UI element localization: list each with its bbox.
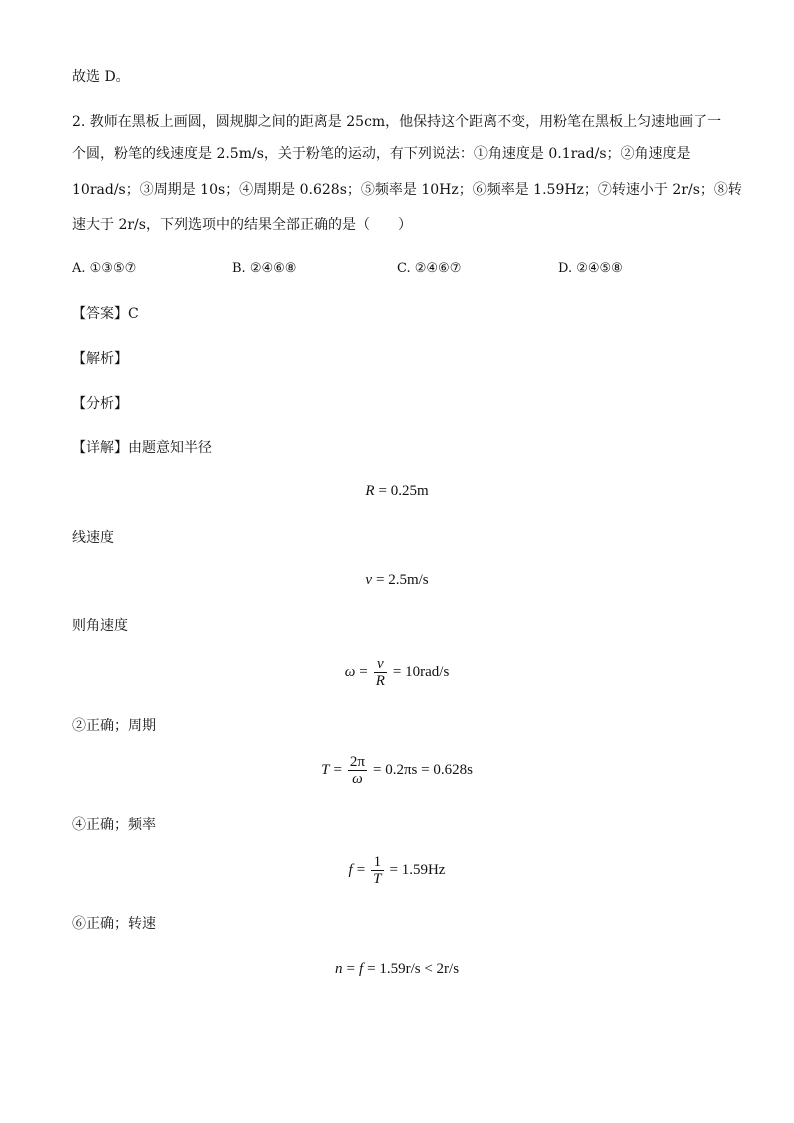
eq2-lhs: v	[365, 572, 373, 588]
equation-angular	[0, 656, 794, 689]
eq3-denominator: R	[375, 673, 385, 689]
eq4-rhs: = 0.2πs = 0.628s	[372, 762, 473, 778]
option-a: A. ①③⑤⑦	[72, 261, 137, 276]
equation-period	[0, 754, 794, 787]
eq6-rhs: = 1.59r/s < 2r/s	[367, 961, 460, 977]
answer-text: 【答案】C	[72, 306, 139, 322]
eq1-rhs: = 0.25m	[378, 483, 429, 499]
eq5-equals: =	[356, 862, 366, 878]
rotation-speed-label: ⑥正确；转速	[72, 916, 156, 932]
eq5-numerator: 1	[373, 854, 382, 870]
eq3-fraction	[374, 656, 387, 689]
question-line-3: 10rad/s；③周期是 10s；④周期是 0.628s；⑤频率是 10Hz；⑥频率是 1.59Hz；⑦转速小于 2r/s；⑧转	[72, 182, 742, 198]
eq1-lhs: R	[365, 483, 375, 499]
equation-radius	[0, 483, 794, 500]
eq3-lhs: ω	[344, 664, 356, 680]
eq3-equals: =	[359, 664, 368, 680]
eq4-fraction	[348, 754, 367, 787]
period-label: ②正确；周期	[72, 718, 156, 734]
eq4-lhs: T	[321, 762, 330, 778]
eq4-numerator: 2π	[349, 754, 365, 770]
eq5-lhs: f	[348, 862, 353, 878]
eq5-fraction	[371, 854, 383, 887]
question-line-1: 2. 教师在黑板上画圆，圆规脚之间的距离是 25cm，他保持这个距离不变，用粉笔在黑板上匀速地画了一	[72, 114, 722, 130]
eq6-lhs: n	[334, 961, 343, 977]
eq5-denominator: T	[373, 871, 382, 887]
eq3-rhs: = 10rad/s	[392, 664, 450, 680]
linear-velocity-label: 线速度	[72, 530, 114, 546]
eq4-denominator: ω	[352, 771, 363, 787]
option-d: D. ②④⑤⑧	[558, 261, 623, 276]
angular-velocity-label: 则角速度	[72, 618, 128, 634]
eq6-var: f	[358, 961, 364, 977]
eq6-equals: =	[346, 961, 355, 977]
equation-velocity	[0, 572, 794, 589]
question-line-4: 速大于 2r/s，下列选项中的结果全部正确的是（ ）	[72, 217, 412, 233]
option-b: B. ②④⑥⑧	[232, 261, 297, 276]
analysis-heading: 【解析】	[72, 351, 128, 367]
fenxi-heading: 【分析】	[72, 396, 128, 412]
equation-frequency	[0, 854, 794, 887]
eq3-numerator: v	[377, 656, 384, 672]
conclusion-text: 故选 D。	[72, 69, 130, 85]
eq2-rhs: = 2.5m/s	[376, 572, 429, 588]
question-line-2: 个圆，粉笔的线速度是 2.5m/s，关于粉笔的运动，有下列说法：①角速度是 0.1rad/s；②角速度是	[72, 146, 691, 162]
equation-rotation-speed	[0, 961, 794, 978]
detail-text: 【详解】由题意知半径	[72, 440, 212, 456]
eq5-rhs: = 1.59Hz	[389, 862, 446, 878]
option-c: C. ②④⑥⑦	[397, 261, 462, 276]
eq4-equals: =	[333, 762, 342, 778]
frequency-label: ④正确；频率	[72, 817, 156, 833]
